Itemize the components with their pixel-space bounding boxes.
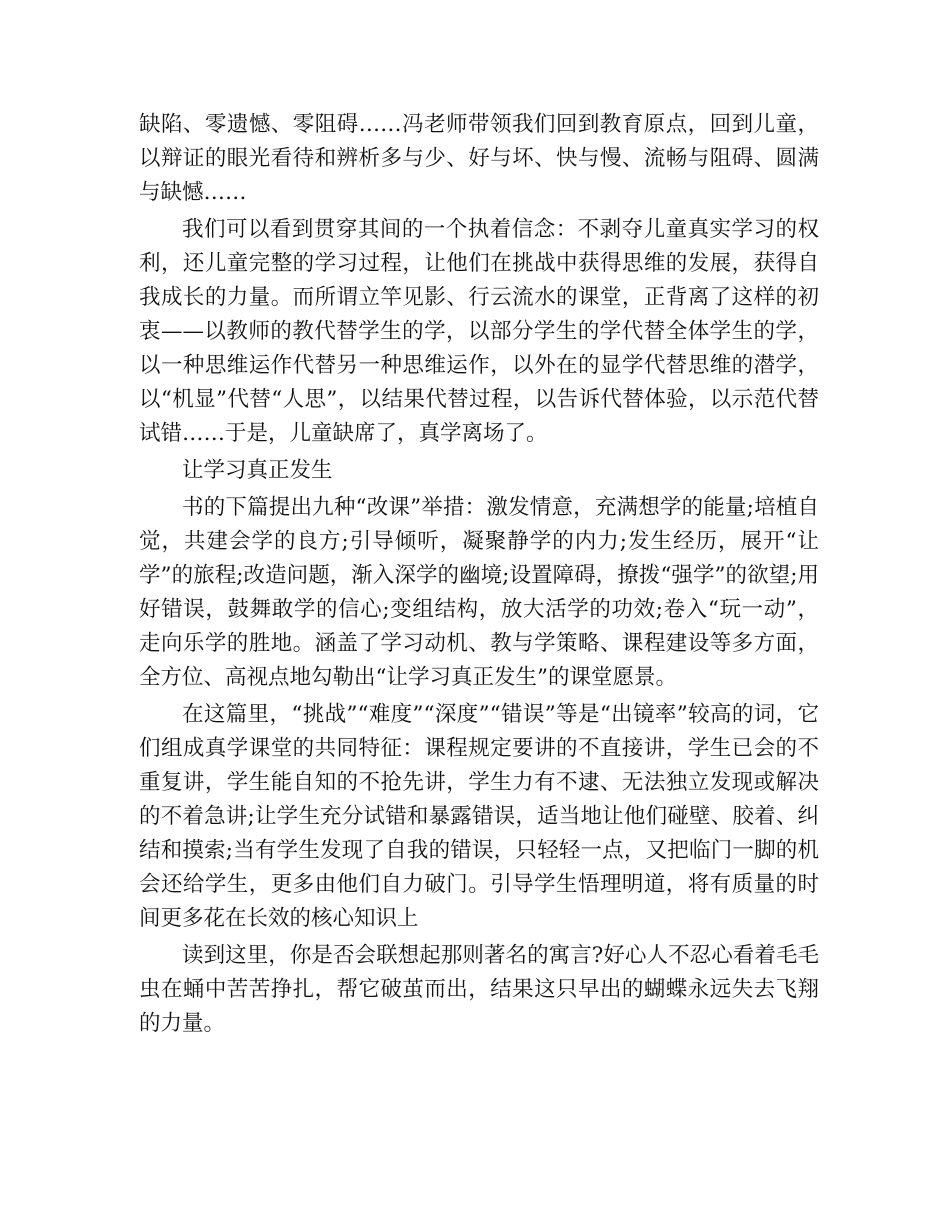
paragraph-features: 在这篇里，“挑战”“难度”“深度”“错误”等是“出镜率”较高的词，它们组成真学课堂的共同特征：课程规定要讲的不直接讲，学生已会的不重复讲，学生能自知的不抢先讲，学生力有不逮、无法独立发现或解决的不着急讲;让学生充分试错和暴露错误，适当地让他们碰壁、胶着、纠结和摸索;当有学生发现了自我的错误，只轻轻一点，又把临门一脚的机会还给学生，更多由他们自力破门。引导学生悟理明道，将有质量的时间更多花在长效的核心知识上 xyxy=(139,702,819,931)
paragraph-nine-measures: 书的下篇提出九种“改课”举措：激发情意，充满想学的能量;培植自觉，共建会学的良方;引导倾听，凝聚静学的内力;发生经历，展开“让学”的旅程;改造问题，渐入深学的幽境;设置障碍，撩拨“强学”的欲望;用好错误，鼓舞敢学的信心;变组结构，放大活学的功效;卷入“玩一动”，走向乐学的胜地。涵盖了学习动机、教与学策略、课程建设等多方面，全方位、高视点地勾勒出“让学习真正发生”的课堂愿景。 xyxy=(139,495,819,690)
document-body xyxy=(139,108,819,1044)
paragraph-belief: 我们可以看到贯穿其间的一个执着信念：不剥夺儿童真实学习的权利，还儿童完整的学习过程，让他们在挑战中获得思维的发展，获得自我成长的力量。而所谓立竿见影、行云流水的课堂，正背离了这样的初衷——以教师的教代替学生的学，以部分学生的学代替全体学生的学，以一种思维运作代替另一种思维运作，以外在的显学代替思维的潜学，以“机显”代替“人思”，以结果代替过程，以告诉代替体验，以示范代替试错……于是，儿童缺席了，真学离场了。 xyxy=(139,217,819,446)
section-heading: 让学习真正发生 xyxy=(182,458,333,483)
paragraph-continuation: 缺陷、零遗憾、零阻碍……冯老师带领我们回到教育原点，回到儿童，以辩证的眼光看待和辨析多与少、好与坏、快与慢、流畅与阻碍、圆满与缺憾…… xyxy=(139,112,819,205)
paragraph-fable: 读到这里，你是否会联想起那则著名的寓言?好心人不忍心看着毛毛虫在蛹中苦苦挣扎，帮它破茧而出，结果这只早出的蝴蝶永远失去飞翔的力量。 xyxy=(139,943,819,1036)
